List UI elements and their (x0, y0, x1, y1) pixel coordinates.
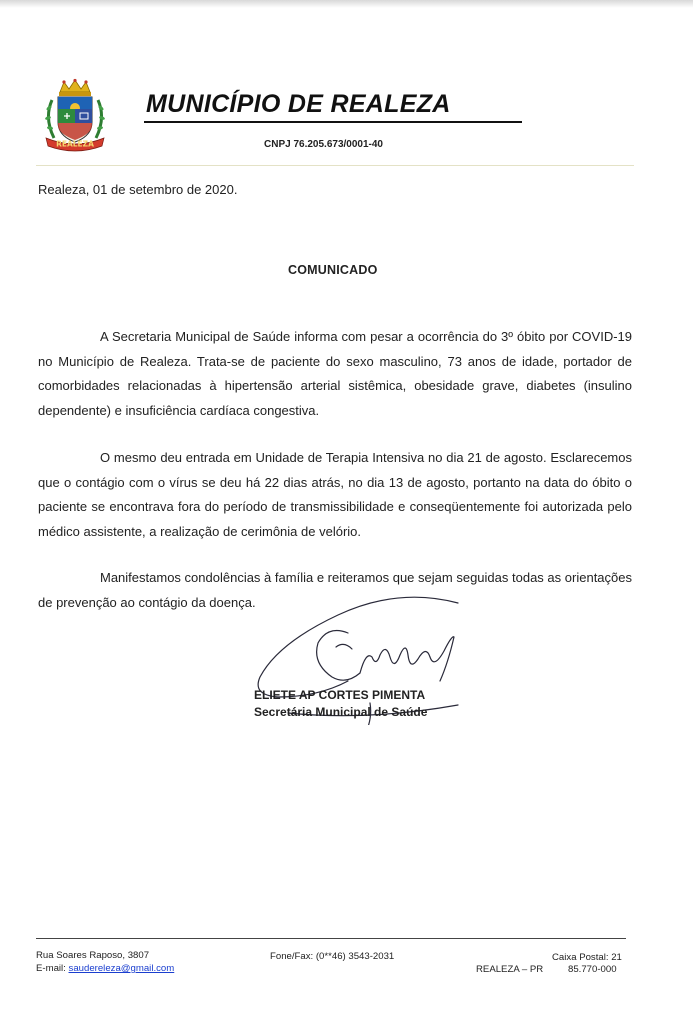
scan-shadow (0, 0, 693, 8)
signer-role: Secretária Municipal de Saúde (254, 705, 428, 719)
handwritten-signature (248, 585, 478, 725)
footer-email-line (36, 963, 174, 974)
cnpj-number: CNPJ 76.205.673/0001-40 (264, 139, 383, 150)
footer-divider (36, 938, 626, 939)
municipal-crest-icon (38, 78, 112, 152)
title-underline (144, 121, 522, 123)
signer-name: ELIETE AP CORTES PIMENTA (254, 688, 426, 702)
letter-heading: COMUNICADO (288, 263, 378, 277)
footer-email-label: E-mail: (36, 963, 69, 974)
footer-address: Rua Soares Raposo, 3807 (36, 950, 150, 961)
letter-date: Realeza, 01 de setembro de 2020. (38, 182, 238, 197)
footer-email-link[interactable]: saudereleza@gmail.com (68, 963, 175, 974)
paragraph-3: Manifestamos condolências à família e reiteramos que sejam seguidas todas as orientações de prevenção ao contágio da doença. (38, 570, 632, 610)
footer-city: REALEZA – PR (476, 964, 544, 975)
paragraph-1: A Secretaria Municipal de Saúde informa com pesar a ocorrência do 3º óbito por COVID-19 no Município de Realeza. Trata-se de paciente do sexo masculino, 73 anos de idade, portador de comorbidades relacionadas à hipertensão arterial sistêmica, obesidade grave, diabetes (insulino dependente) e insuficiência cardíaca congestiva. (38, 329, 632, 419)
footer-po-box: Caixa Postal: 21 (552, 952, 622, 963)
footer-zip: 85.770-000 (568, 964, 617, 975)
page-title: MUNICÍPIO DE REALEZA (146, 90, 451, 118)
paragraph-2: O mesmo deu entrada em Unidade de Terapia Intensiva no dia 21 de agosto. Esclarecemos que o contágio com o vírus se deu há 22 dias atrás, no dia 13 de agosto, portanto na data do óbito o paciente se encontrava fora do período de transmissibilidade e conseqüentemente foi autorizada pelo médico assistente, a realização de cerimônia de velório. (38, 450, 632, 540)
svg-text:REALEZA: REALEZA (56, 139, 94, 149)
header-divider (36, 165, 634, 166)
footer-phone: Fone/Fax: (0**46) 3543-2031 (270, 951, 395, 962)
